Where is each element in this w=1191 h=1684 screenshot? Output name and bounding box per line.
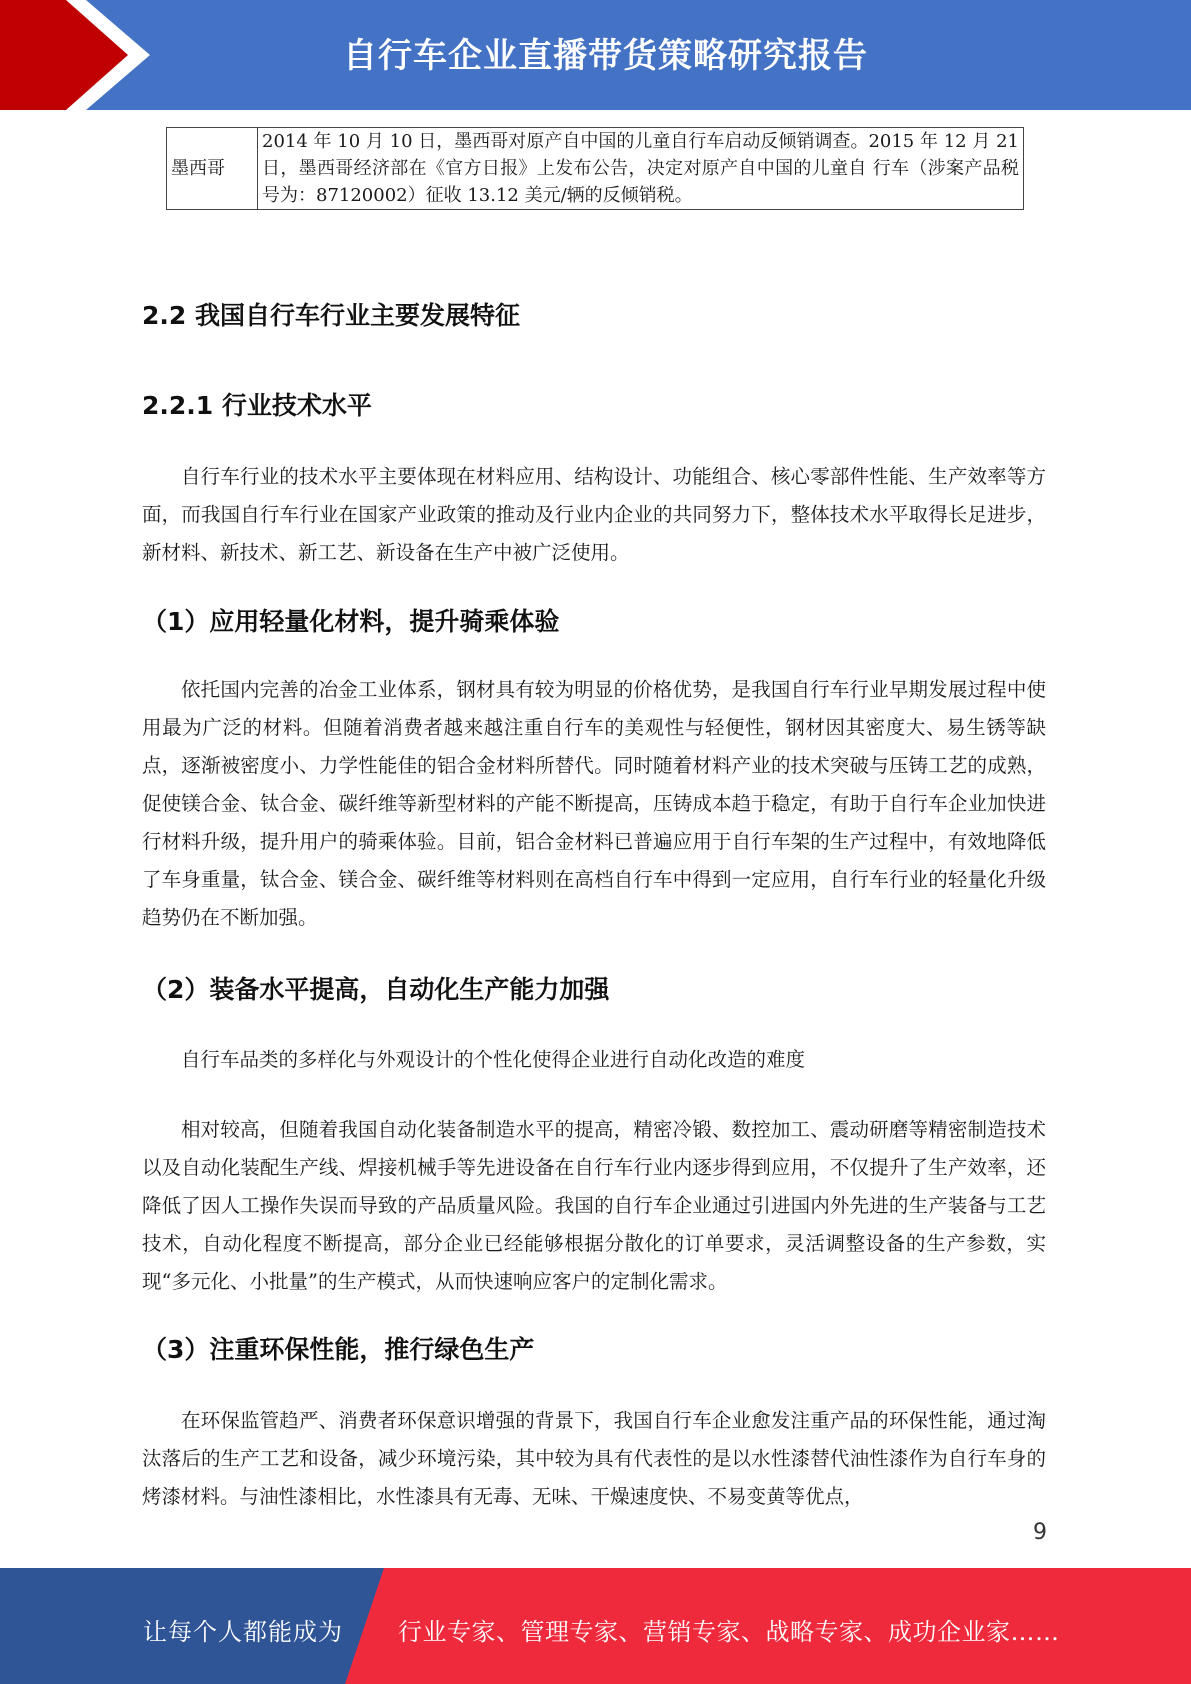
subheading-lightweight-materials: （1）应用轻量化材料，提升骑乘体验 (142, 607, 560, 636)
subheading-green-production: （3）注重环保性能，推行绿色生产 (142, 1335, 535, 1364)
subheading-automation: （2）装备水平提高，自动化生产能力加强 (142, 975, 610, 1004)
table-cell-country: 墨西哥 (167, 128, 258, 210)
section-heading-2-2: 2.2 我国自行车行业主要发展特征 (142, 301, 520, 330)
page-header (0, 0, 1191, 110)
page-number: 9 (1033, 1520, 1047, 1545)
paragraph-tech-level: 自行车行业的技术水平主要体现在材料应用、结构设计、功能组合、核心零部件性能、生产效率等方面，而我国自行车行业在国家产业政策的推动及行业内企业的共同努力下，整体技术水平取得长足进步，新材料、新技术、新工艺、新设备在生产中被广泛使用。 (142, 465, 1046, 564)
paragraph-green-production: 在环保监管趋严、消费者环保意识增强的背景下，我国自行车企业愈发注重产品的环保性能，通过淘汰落后的生产工艺和设备，减少环境污染，其中较为具有代表性的是以水性漆替代油性漆作为自行车身的烤漆材料。与油性漆相比，水性漆具有无毒、无味、干燥速度快、不易变黄等优点， (142, 1409, 1046, 1508)
paragraph-automation-1: 自行车品类的多样化与外观设计的个性化使得企业进行自动化改造的难度 (181, 1048, 806, 1071)
anti-dumping-table (166, 127, 1024, 210)
footer-slogan-left: 让每个人都能成为 (143, 1618, 343, 1646)
section-heading-2-2-1: 2.2.1 行业技术水平 (142, 391, 372, 420)
table-cell-detail: 2014 年 10 月 10 日，墨西哥对原产自中国的儿童自行车启动反倾销调查。2015 年 12 月 21 日，墨西哥经济部在《官方日报》上发布公告，决定对原产自中国的儿童自 行车（涉案产品税号为：87120002）征收 13.12 美元/辆的反倾销税。 (258, 128, 1024, 210)
page-footer (0, 1568, 1191, 1684)
header-title: 自行车企业直播带货策略研究报告 (343, 36, 868, 76)
table-row (167, 128, 1024, 210)
footer-slogan-right: 行业专家、管理专家、营销专家、战略专家、成功企业家…… (398, 1618, 1060, 1646)
paragraph-automation-2: 相对较高，但随着我国自动化装备制造水平的提高，精密冷锻、数控加工、震动研磨等精密制造技术以及自动化装配生产线、焊接机械手等先进设备在自行车行业内逐步得到应用，不仅提升了生产效率，还降低了因人工操作失误而导致的产品质量风险。我国的自行车企业通过引进国内外先进的生产装备与工艺技术，自动化程度不断提高，部分企业已经能够根据分散化的订单要求，灵活调整设备的生产参数，实现“多元化、小批量”的生产模式，从而快速响应客户的定制化需求。 (142, 1118, 1046, 1293)
paragraph-lightweight-materials: 依托国内完善的冶金工业体系，钢材具有较为明显的价格优势，是我国自行车行业早期发展过程中使用最为广泛的材料。但随着消费者越来越注重自行车的美观性与轻便性，钢材因其密度大、易生锈等缺点，逐渐被密度小、力学性能佳的铝合金材料所替代。同时随着材料产业的技术突破与压铸工艺的成熟，促使镁合金、钛合金、碳纤维等新型材料的产能不断提高，压铸成本趋于稳定，有助于自行车企业加快进行材料升级，提升用户的骑乘体验。目前，铝合金材料已普遍应用于自行车架的生产过程中，有效地降低了车身重量，钛合金、镁合金、碳纤维等材料则在高档自行车中得到一定应用，自行车行业的轻量化升级趋势仍在不断加强。 (142, 678, 1046, 929)
